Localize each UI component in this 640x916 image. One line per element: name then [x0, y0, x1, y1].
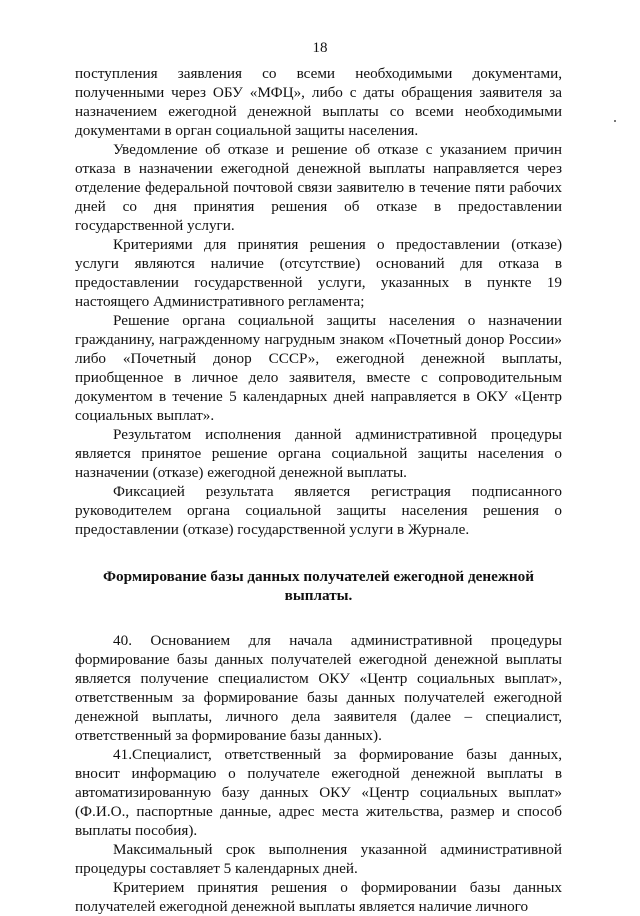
paragraph: Решение органа социальной защиты населения о назначении гражданину, награжденному нагрудным знаком «Почетный донор России» либо «Почетный донор СССР», ежегодной денежной выплаты, приобщенное в личное дело заявителя, вместе с сопроводительным документом в течение 5 календарных дней направляется в ОКУ «Центр социальных выплат». [75, 312, 562, 424]
scan-mark [614, 120, 616, 122]
section-heading: Формирование базы данных получателей ежегодной денежной выплаты. [102, 568, 535, 604]
paragraph: Критерием принятия решения о формировании базы данных получателей ежегодной денежной выплаты является наличие личного [75, 879, 562, 915]
paragraph: Критериями для принятия решения о предоставлении (отказе) услуги являются наличие (отсутствие) оснований для отказа в предоставлении государственной услуги, указанных в пункте 19 настоящего Административного регламента; [75, 236, 562, 310]
page-number: 18 [312, 40, 328, 56]
paragraph: поступления заявления со всеми необходимыми документами, полученными через ОБУ «МФЦ», либо с даты обращения заявителя за назначением ежегодной денежной выплаты со всеми необходимыми документами в орган социальной защиты населения. [75, 65, 562, 139]
document-body [75, 64, 562, 916]
paragraph: Фиксацией результата является регистрация подписанного руководителем органа социальной защиты населения решения о предоставлении (отказе) государственной услуги в Журнале. [75, 483, 562, 538]
paragraph: Уведомление об отказе и решение об отказе с указанием причин отказа в назначении ежегодной денежной выплаты направляется через отделение федеральной почтовой связи заявителю в течение пяти рабочих дней со дня принятия решения об отказе в предоставлении государственной услуги. [75, 141, 562, 234]
paragraph: 40. Основанием для начала административной процедуры формирование базы данных получателей ежегодной денежной выплаты является получение специалистом ОКУ «Центр социальных выплат», ответственным за формирование базы данных получателей ежегодной денежной выплаты, личного дела заявителя (далее – специалист, ответственный за формирование базы данных). [75, 632, 562, 744]
paragraph: Результатом исполнения данной административной процедуры является принятое решение органа социальной защиты населения о назначении (отказе) ежегодной денежной выплаты. [75, 426, 562, 481]
paragraph: 41.Специалист, ответственный за формирование базы данных, вносит информацию о получателе ежегодной денежной выплаты в автоматизированную базу данных ОКУ «Центр социальных выплат» (Ф.И.О., паспортные данные, адрес места жительства, размер и способ выплаты пособия). [75, 746, 562, 839]
paragraph: Максимальный срок выполнения указанной административной процедуры составляет 5 календарных дней. [75, 841, 562, 877]
